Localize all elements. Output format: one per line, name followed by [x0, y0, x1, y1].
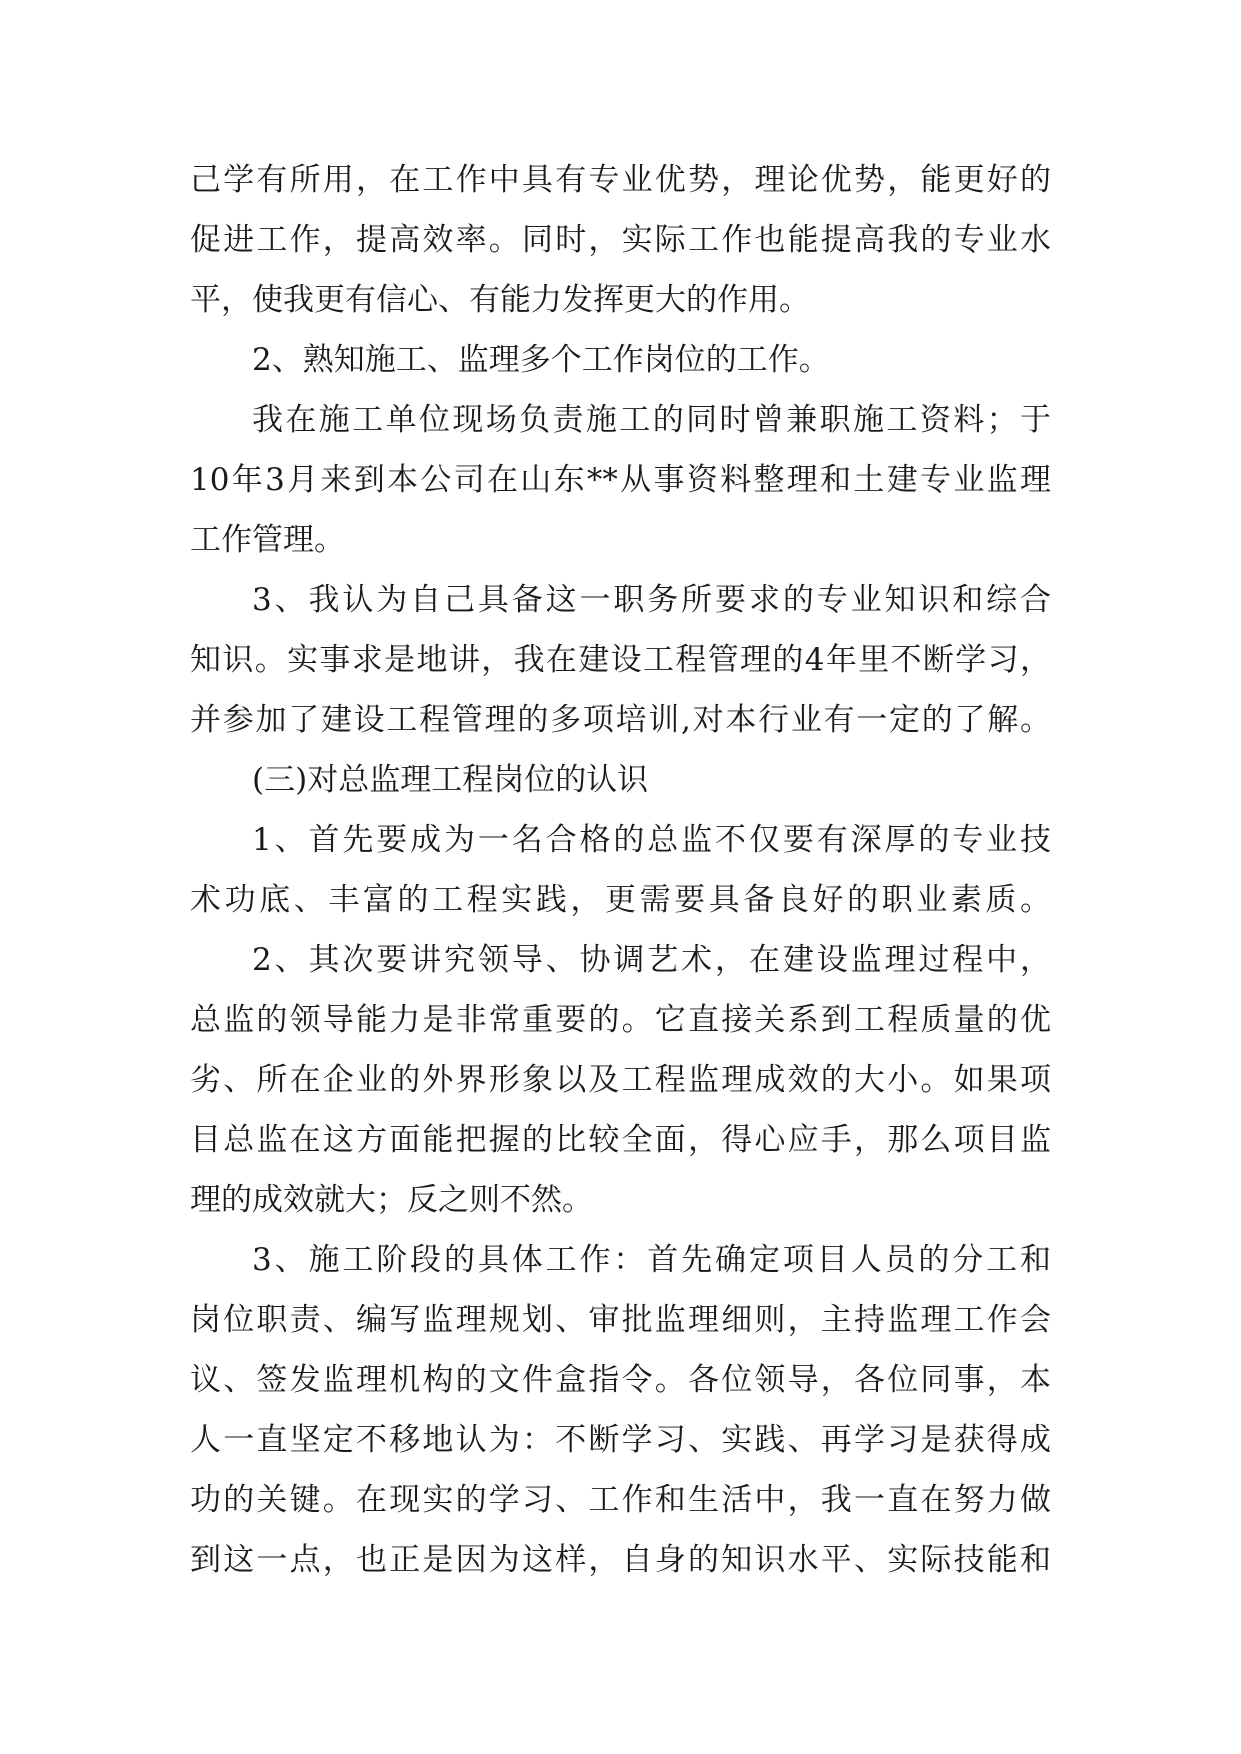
- list-item-heading: 2、熟知施工、监理多个工作岗位的工作。: [252, 342, 830, 378]
- text-line: 岗位职责、编写监理规划、审批监理细则，主持监理工作会: [190, 1302, 1051, 1338]
- text-line: 促进工作，提高效率。同时，实际工作也能提高我的专业水: [190, 222, 1051, 258]
- text-line: 功的关键。在现实的学习、工作和生活中，我一直在努力做: [190, 1482, 1051, 1518]
- text-line: 1、首先要成为一名合格的总监不仅要有深厚的专业技: [252, 822, 1051, 858]
- text-line: 并参加了建设工程管理的多项培训,对本行业有一定的了解。: [190, 702, 1051, 738]
- text-line: 总监的领导能力是非常重要的。它直接关系到工程质量的优: [190, 1002, 1051, 1038]
- text-line: 议、签发监理机构的文件盒指令。各位领导，各位同事，本: [190, 1362, 1051, 1398]
- section-heading: (三)对总监理工程岗位的认识: [252, 762, 649, 798]
- text-line: 人一直坚定不移地认为：不断学习、实践、再学习是获得成: [190, 1422, 1051, 1458]
- text-line: 术功底、丰富的工程实践，更需要具备良好的职业素质。: [190, 882, 1051, 918]
- text-line: 3、我认为自己具备这一职务所要求的专业知识和综合: [252, 582, 1051, 618]
- text-line: 10年3月来到本公司在山东**从事资料整理和土建专业监理: [190, 462, 1051, 498]
- text-line: 平，使我更有信心、有能力发挥更大的作用。: [190, 282, 810, 318]
- text-line: 己学有所用，在工作中具有专业优势，理论优势，能更好的: [190, 162, 1051, 198]
- text-line: 2、其次要讲究领导、协调艺术，在建设监理过程中，: [252, 942, 1051, 978]
- text-line: 目总监在这方面能把握的比较全面，得心应手，那么项目监: [190, 1122, 1051, 1158]
- text-line: 工作管理。: [190, 522, 345, 558]
- text-line: 3、施工阶段的具体工作：首先确定项目人员的分工和: [252, 1242, 1051, 1278]
- text-line: 理的成效就大；反之则不然。: [190, 1182, 593, 1218]
- text-line: 我在施工单位现场负责施工的同时曾兼职施工资料；于: [252, 402, 1051, 438]
- text-line: 知识。实事求是地讲，我在建设工程管理的4年里不断学习，: [190, 642, 1051, 678]
- text-line: 劣、所在企业的外界形象以及工程监理成效的大小。如果项: [190, 1062, 1051, 1098]
- text-line: 到这一点，也正是因为这样，自身的知识水平、实际技能和: [190, 1542, 1051, 1578]
